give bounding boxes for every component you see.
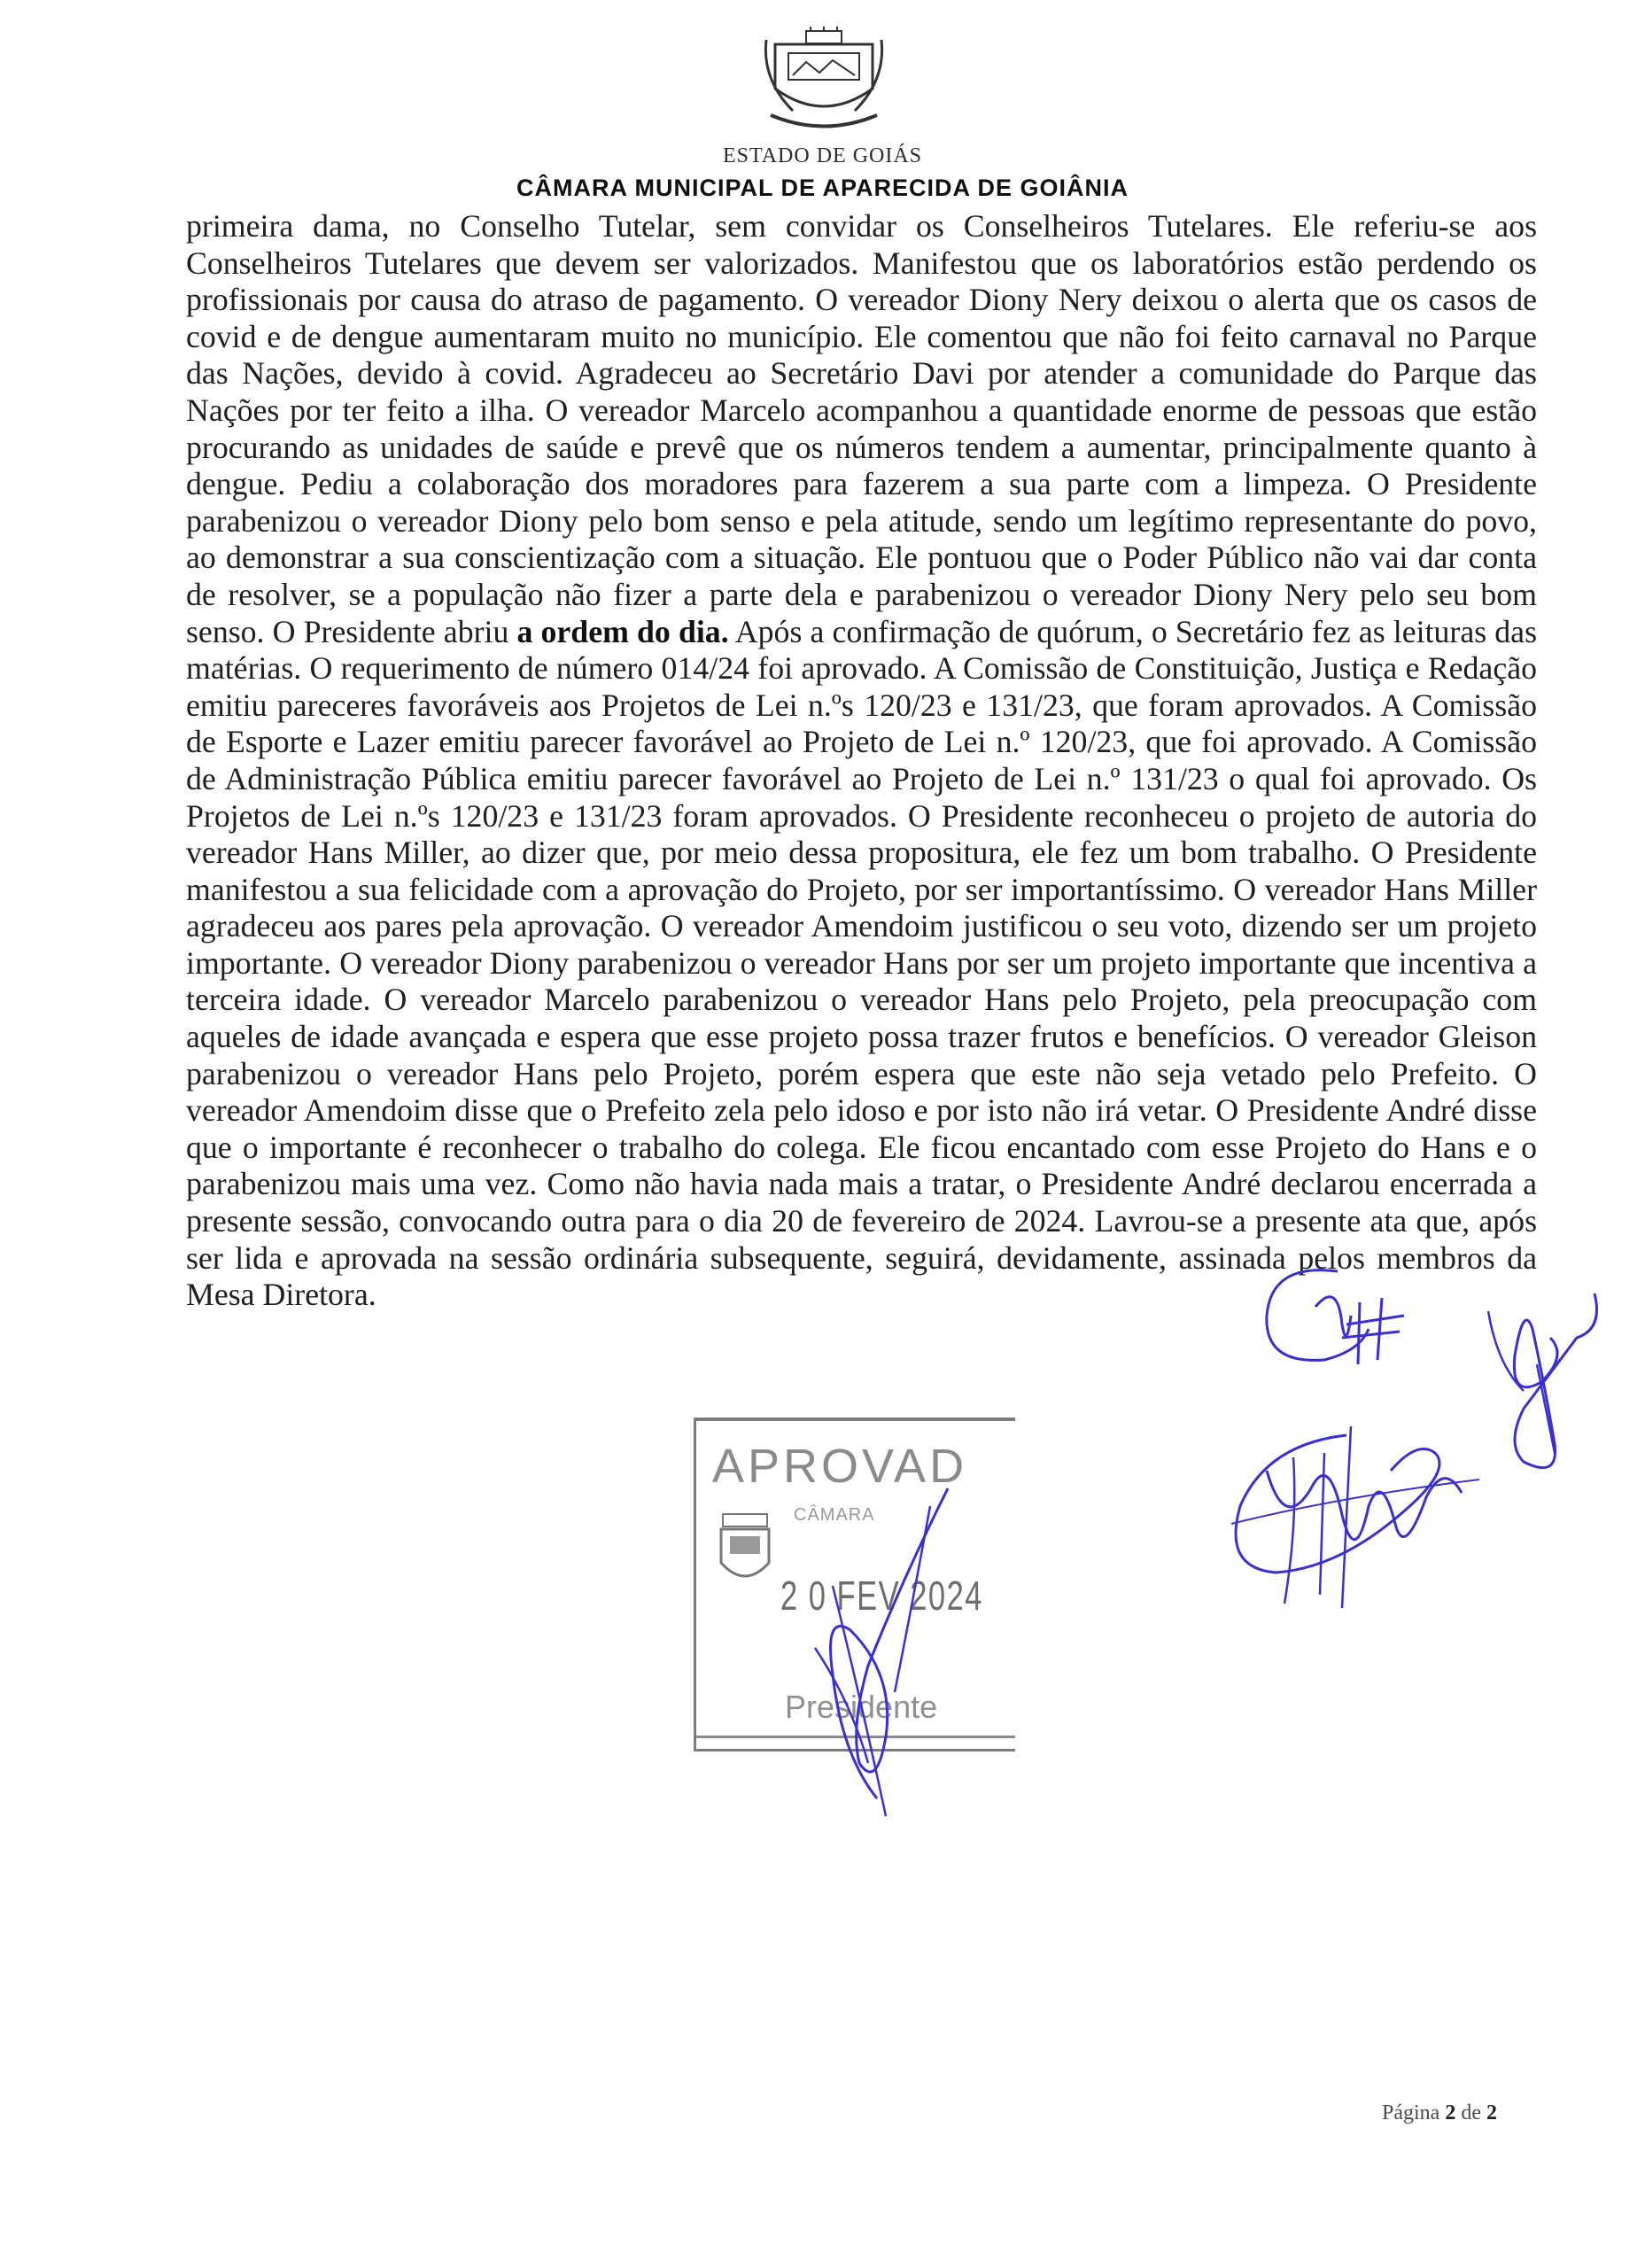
footer-total: 2 (1486, 2101, 1497, 2124)
signature-vertical (1470, 1276, 1612, 1488)
footer-middle: de (1455, 2101, 1486, 2124)
signature-secretary (1253, 1254, 1431, 1386)
stamp-subtitle: CÂMARA (794, 1505, 875, 1525)
signature-stamp (771, 1471, 983, 1825)
stamp-role: Presidente (785, 1689, 938, 1725)
footer-page: 2 (1445, 2101, 1456, 2124)
document-header (0, 0, 1645, 199)
stamp-title: APROVAD (712, 1440, 968, 1493)
municipal-crest-icon (757, 27, 890, 133)
page-footer (1382, 2101, 1497, 2125)
minutes-text-part2: Após a confirmação de quórum, o Secretário fez as leituras das matérias. O requerimento de número 014/24 foi aprovado. A Comissão de Constituição, Justiça e Redação emitiu pareceres favoráveis aos Projetos de Lei n.ºs 120/23 e 131/23, que foram aprovados. A Comissão de Esporte e Lazer emitiu parecer favorável ao Projeto de Lei n.º 120/23, que foi aprovado. A Comissão de Administração Pública emitiu parecer favorável ao Projeto de Lei n.º 131/23 o qual foi aprovado. Os Projetos de Lei n.ºs 120/23 e 131/23 foram aprovados. O Presidente reconheceu o projeto de autoria do vereador Hans Miller, ao dizer que, por meio dessa propositura, ele fez um bom trabalho. O Presidente manifestou a sua felicidade com a aprovação do Projeto, por ser importantíssimo. O vereador Hans Miller agradeceu aos pares pela aprovação. O vereador Amendoim justificou o seu voto, dizendo ser um projeto importante. O vereador Diony parabenizou o vereador Hans por ser um projeto importante que incentiva a terceira idade. O vereador Marcelo parabenizou o vereador Hans pelo Projeto, pela preocupação com aqueles de idade avançada e espera que esse projeto possa trazer frutos e benefícios. O vereador Gleison parabenizou o vereador Hans pelo Projeto, porém espera que este não seja vetado pelo Prefeito. O vereador Amendoim disse que o Prefeito zela pelo idoso e por isto não irá vetar. O Presidente André disse que o importante é reconhecer o trabalho do colega. Ele ficou encantado com esse Projeto do Hans e o parabenizou mais uma vez. Como não havia nada mais a tratar, o Presidente André declarou encerrada a presente sessão, convocando outra para o dia 20 de fevereiro de 2024. Lavrou-se a presente ata que, após ser lida e aprovada na sessão ordinária subsequente, seguirá, devidamente, assinada pelos membros da Mesa Diretora. (186, 613, 1537, 1313)
footer-prefix: Página (1382, 2101, 1446, 2124)
order-of-day-bold: a ordem do dia. (516, 613, 729, 649)
stamp-date: 2 0 FEV 2024 (780, 1573, 983, 1619)
stamp-seal-icon (714, 1510, 776, 1594)
minutes-text-part1: primeira dama, no Conselho Tutelar, sem convidar os Conselheiros Tutelares. Ele referiu-se aos Conselheiros Tutelares que devem ser valorizados. Manifestou que os laboratórios estão perdendo os profissionais por causa do atraso de pagamento. O vereador Diony Nery deixou o alerta que os casos de covid e de dengue aumentaram muito no município. Ele comentou que não foi feito carnaval no Parque das Nações, devido à covid. Agradeceu ao Secretário Davi por atender a comunidade do Parque das Nações por ter feito a ilha. O vereador Marcelo acompanhou a quantidade enorme de pessoas que estão procurando as unidades de saúde e prevê que os números tendem a aumentar, principalmente quanto à dengue. Pediu a colaboração dos moradores para fazerem a sua parte com a limpeza. O Presidente parabenizou o vereador Diony pelo bom senso e pela atitude, sendo um legítimo representante do povo, ao demonstrar a sua conscientização com a situação. Ele pontuou que o Poder Público não vai dar conta de resolver, se a população não fizer a parte dela e parabenizou o vereador Diony Nery pelo seu bom senso. O Presidente abriu (186, 208, 1537, 649)
minutes-paragraph (186, 208, 1537, 1314)
signature-president (1214, 1418, 1488, 1621)
minutes-body (186, 208, 1537, 1314)
chamber-name: CÂMARA MUNICIPAL DE APARECIDA DE GOIÂNIA (516, 175, 1129, 201)
state-name: ESTADO DE GOIÁS (722, 144, 923, 167)
